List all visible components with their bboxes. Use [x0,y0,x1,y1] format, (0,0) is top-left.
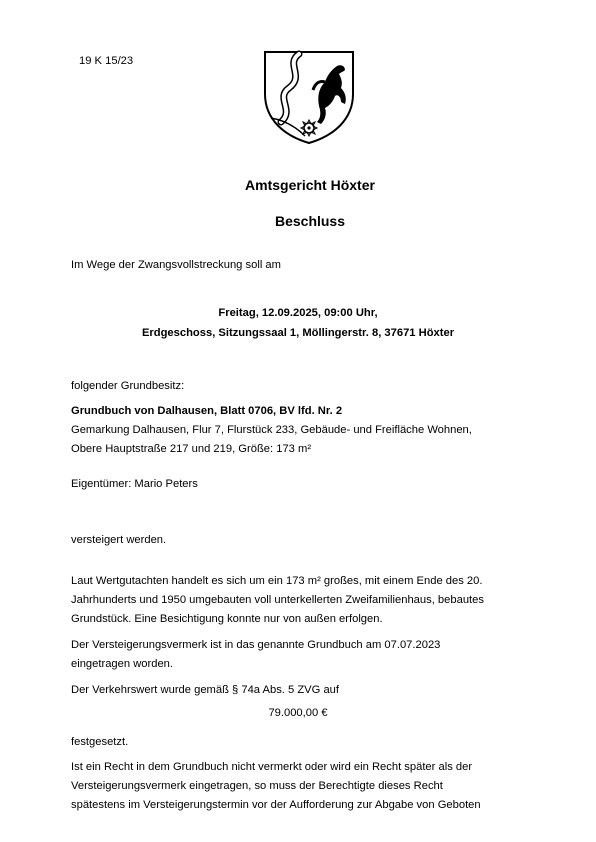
property-description-line: Gemarkung Dalhausen, Flur 7, Flurstück 233, Gebäude- und Freifläche Wohnen, [71,424,472,436]
registration-line: Der Versteigerungsvermerk ist in das genannte Grundbuch am 07.07.2023 [71,639,441,651]
value-intro: Der Verkehrswert wurde gemäß § 74a Abs. 5 ZVG auf [71,684,340,696]
appointment-datetime: Freitag, 12.09.2025, 09:00 Uhr, [218,307,378,319]
market-value-amount: 79.000,00 € [268,707,328,719]
coat-of-arms-icon [259,46,359,146]
court-name: Amtsgericht Höxter [245,177,375,193]
rights-line: Versteigerungsvermerk eingetragen, so muss der Berechtigte dieses Recht [71,780,443,792]
property-registry: Grundbuch von Dalhausen, Blatt 0706, BV lfd. Nr. 2 [71,405,343,417]
property-description-line: Obere Hauptstraße 217 und 219, Größe: 173 m² [71,443,312,455]
appraisal-line: Laut Wertgutachten handelt es sich um ein 173 m² großes, mit einem Ende des 20. [71,575,483,587]
auctioned-text: versteigert werden. [71,534,167,546]
registration-line: eingetragen worden. [71,658,174,670]
nrw-coat-of-arms [259,46,359,146]
appraisal-line: Grundstück. Eine Besichtigung konnte nur von außen erfolgen. [71,613,383,625]
case-number: 19 K 15/23 [79,55,134,67]
value-outro: festgesetzt. [71,736,129,748]
intro-text: Im Wege der Zwangsvollstreckung soll am [71,259,281,271]
document-type: Beschluss [274,213,346,229]
owner-text: Eigentümer: Mario Peters [71,478,198,490]
property-intro: folgender Grundbesitz: [71,380,185,392]
appointment-location: Erdgeschoss, Sitzungssaal 1, Möllingerstr. 8, 37671 Höxter [141,327,455,339]
rights-line: spätestens im Versteigerungstermin vor der Aufforderung zur Abgabe von Geboten [71,799,481,811]
appraisal-line: Jahrhunderts und 1950 umgebauten voll unterkellerten Zweifamilienhaus, bebautes [71,594,484,606]
rights-line: Ist ein Recht in dem Grundbuch nicht vermerkt oder wird ein Recht später als der [71,761,473,773]
